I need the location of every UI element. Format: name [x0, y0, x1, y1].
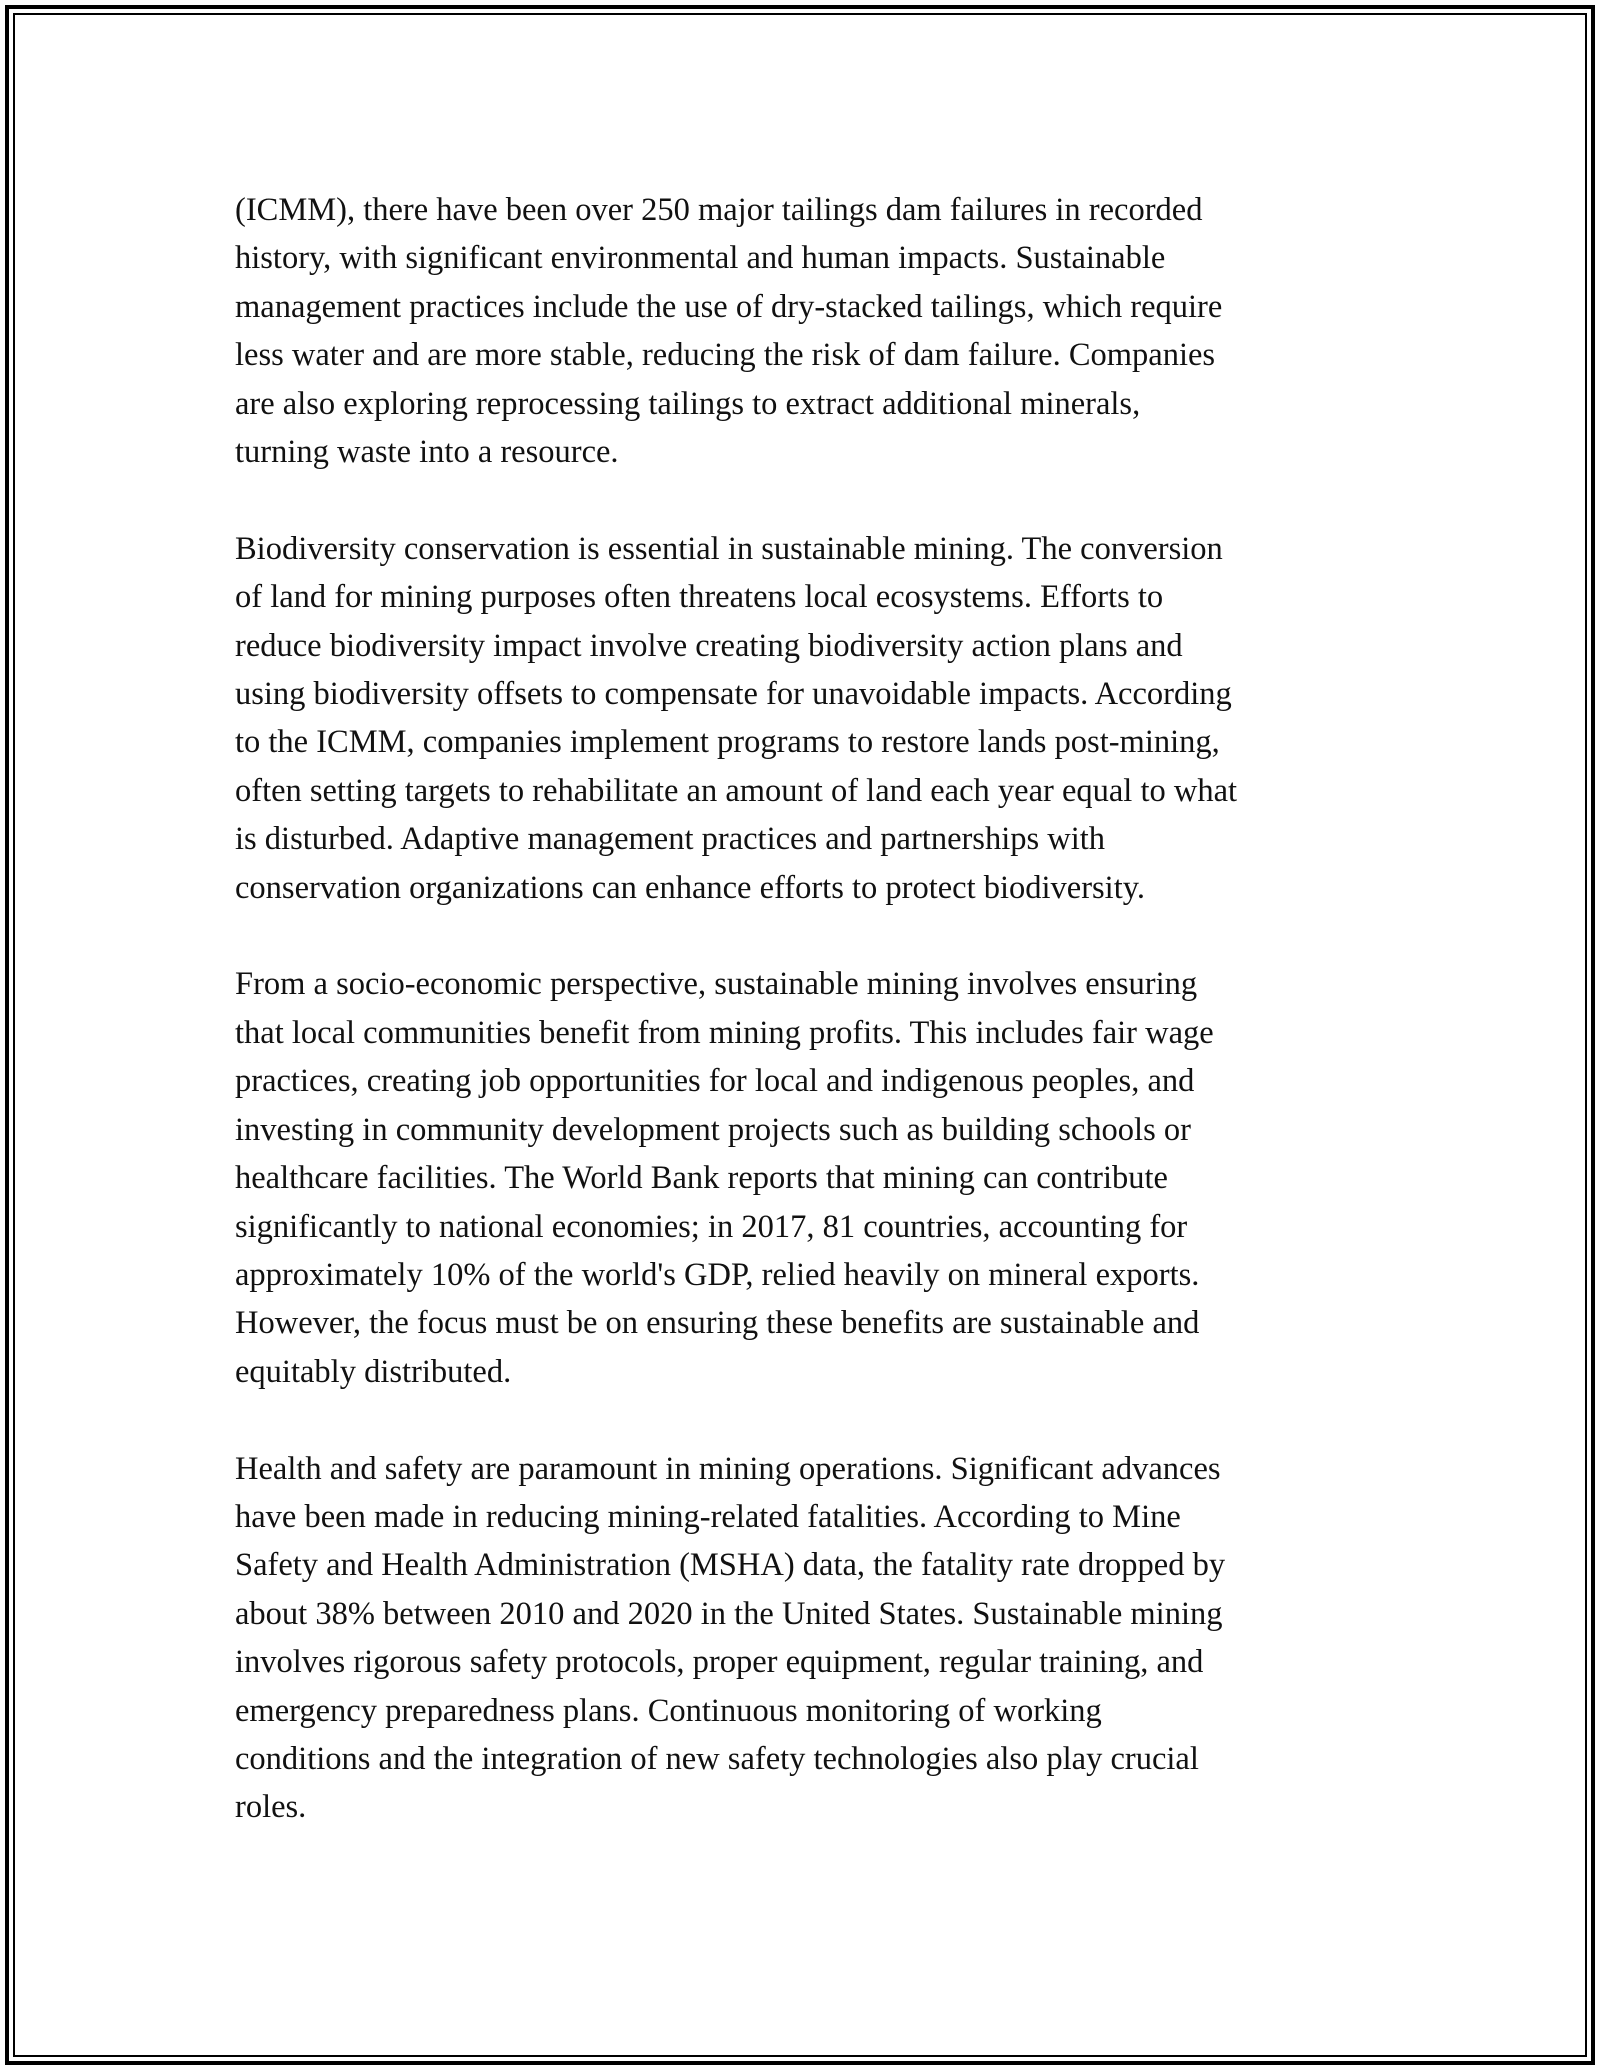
- text-line: that local communities benefit from mining profits. This includes fair wage: [235, 1014, 1214, 1051]
- paragraph-biodiversity: [235, 525, 1375, 912]
- text-line: of land for mining purposes often threatens local ecosystems. Efforts to: [235, 579, 1164, 616]
- text-line: using biodiversity offsets to compensate for unavoidable impacts. According: [235, 676, 1232, 713]
- text-line: However, the focus must be on ensuring these benefits are sustainable and: [235, 1305, 1200, 1342]
- text-line: reduce biodiversity impact involve creating biodiversity action plans and: [235, 627, 1183, 664]
- text-line: about 38% between 2010 and 2020 in the United States. Sustainable mining: [235, 1595, 1223, 1632]
- text-line: equitably distributed.: [235, 1353, 512, 1390]
- text-line: (ICMM), there have been over 250 major tailings dam failures in recorded: [235, 192, 1203, 228]
- text-line: approximately 10% of the world's GDP, relied heavily on mineral exports.: [235, 1256, 1200, 1293]
- text-line: investing in community development projects such as building schools or: [235, 1111, 1191, 1148]
- paragraph-socio-economic: [235, 960, 1375, 1396]
- text-line: conditions and the integration of new safety technologies also play crucial: [235, 1740, 1199, 1777]
- text-line: conservation organizations can enhance efforts to protect biodiversity.: [235, 869, 1145, 906]
- text-line: Health and safety are paramount in mining operations. Significant advances: [235, 1450, 1221, 1487]
- paragraph-health-safety: [235, 1445, 1375, 1832]
- text-line: practices, creating job opportunities for local and indigenous peoples, and: [235, 1063, 1195, 1100]
- text-line: From a socio-economic perspective, sustainable mining involves ensuring: [235, 966, 1198, 1003]
- text-line: Safety and Health Administration (MSHA) data, the fatality rate dropped by: [235, 1547, 1226, 1584]
- text-line: history, with significant environmental and human impacts. Sustainable: [235, 240, 1166, 277]
- paragraph-tailings: [235, 186, 1375, 476]
- text-line: roles.: [235, 1789, 307, 1826]
- text-line: less water and are more stable, reducing the risk of dam failure. Companies: [235, 337, 1216, 374]
- text-line: are also exploring reprocessing tailings to extract additional minerals,: [235, 385, 1141, 422]
- text-line: to the ICMM, companies implement programs to restore lands post-mining,: [235, 724, 1220, 761]
- text-line: often setting targets to rehabilitate an amount of land each year equal to what: [235, 772, 1238, 809]
- text-line: have been made in reducing mining-related fatalities. According to Mine: [235, 1498, 1181, 1535]
- text-line: Biodiversity conservation is essential in sustainable mining. The conversion: [235, 530, 1223, 567]
- text-line: healthcare facilities. The World Bank reports that mining can contribute: [235, 1160, 1168, 1197]
- text-line: significantly to national economies; in 2017, 81 countries, accounting for: [235, 1208, 1188, 1245]
- text-line: turning waste into a resource.: [235, 434, 619, 471]
- text-line: emergency preparedness plans. Continuous monitoring of working: [235, 1692, 1102, 1729]
- document-body: [235, 186, 1375, 1880]
- text-line: is disturbed. Adaptive management practices and partnerships with: [235, 821, 1106, 858]
- text-line: management practices include the use of dry-stacked tailings, which require: [235, 288, 1223, 325]
- text-line: involves rigorous safety protocols, proper equipment, regular training, and: [235, 1644, 1204, 1681]
